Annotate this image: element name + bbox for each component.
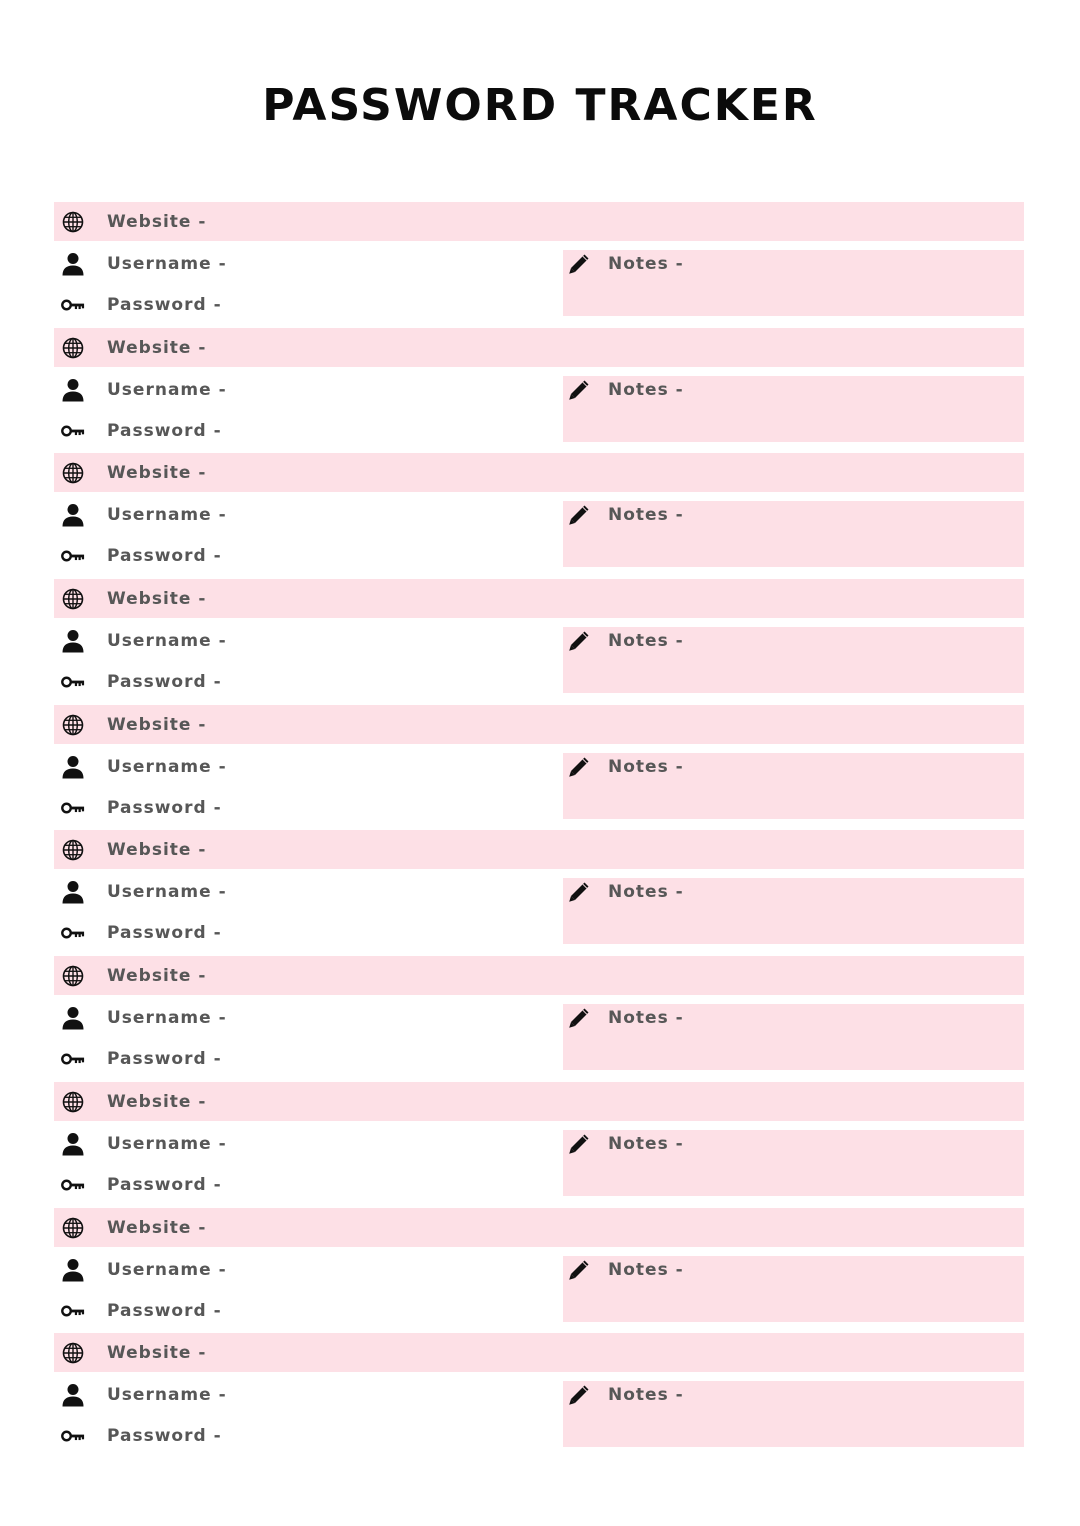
password-label: Password - [107,546,222,567]
password-label: Password - [107,923,222,944]
password-label: Password - [107,1174,222,1195]
password-entry-3 [54,453,1024,579]
page-title: PASSWORD TRACKER [262,80,818,131]
notes-label: Notes - [608,1385,684,1406]
notes-label: Notes - [608,505,684,526]
password-entry-7 [54,956,1024,1082]
notes-label: Notes - [608,1008,684,1029]
password-label: Password - [107,420,222,441]
username-label: Username - [107,1259,227,1280]
website-label: Website - [107,1217,207,1238]
notes-label: Notes - [608,1133,684,1154]
website-label: Website - [107,1091,207,1112]
globe-icon [61,837,85,863]
key-icon [61,292,85,318]
website-label: Website - [107,840,207,861]
username-label: Username - [107,1133,227,1154]
user-icon [61,754,85,780]
password-entry-1 [54,202,1024,328]
website-label: Website - [107,966,207,987]
globe-icon [61,335,85,361]
key-icon [61,1046,85,1072]
key-icon [61,418,85,444]
pencil-icon [567,754,591,780]
entries-list [54,202,1024,1459]
username-label: Username - [107,379,227,400]
username-label: Username - [107,254,227,274]
user-icon [61,1257,85,1283]
key-icon [61,1172,85,1198]
username-label: Username - [107,1385,227,1406]
globe-icon [61,586,85,612]
password-label: Password - [107,797,222,818]
password-label: Password - [107,295,222,315]
website-label: Website - [107,589,207,610]
username-label: Username - [107,882,227,903]
username-label: Username - [107,631,227,652]
password-label: Password - [107,1300,222,1321]
password-entry-8 [54,1082,1024,1208]
notes-label: Notes - [608,1259,684,1280]
user-icon [61,1131,85,1157]
pencil-icon [567,502,591,528]
password-entry-2 [54,328,1024,454]
key-icon [61,1423,85,1449]
password-entry-5 [54,705,1024,831]
globe-icon [61,1340,85,1366]
pencil-icon [567,1257,591,1283]
website-label: Website - [107,337,207,358]
notes-label: Notes - [608,631,684,652]
user-icon [61,628,85,654]
pencil-icon [567,628,591,654]
username-label: Username - [107,756,227,777]
key-icon [61,543,85,569]
username-label: Username - [107,505,227,526]
password-entry-10 [54,1333,1024,1459]
password-entry-4 [54,579,1024,705]
pencil-icon [567,1382,591,1408]
notes-label: Notes - [608,756,684,777]
password-label: Password - [107,672,222,693]
pencil-icon [567,1005,591,1031]
website-label: Website - [107,463,207,484]
user-icon [61,251,85,277]
globe-icon [61,963,85,989]
website-label: Website - [107,212,207,232]
key-icon [61,669,85,695]
globe-icon [61,209,85,235]
globe-icon [61,1215,85,1241]
pencil-icon [567,377,591,403]
user-icon [61,502,85,528]
pencil-icon [567,879,591,905]
globe-icon [61,1089,85,1115]
key-icon [61,795,85,821]
password-entry-6 [54,830,1024,956]
user-icon [61,879,85,905]
password-entry-9 [54,1208,1024,1334]
username-label: Username - [107,1008,227,1029]
user-icon [61,1382,85,1408]
notes-label: Notes - [608,254,684,274]
globe-icon [61,460,85,486]
password-label: Password - [107,1049,222,1070]
website-label: Website - [107,1343,207,1364]
key-icon [61,920,85,946]
user-icon [61,1005,85,1031]
user-icon [61,377,85,403]
key-icon [61,1298,85,1324]
website-label: Website - [107,714,207,735]
globe-icon [61,712,85,738]
password-label: Password - [107,1426,222,1447]
notes-label: Notes - [608,379,684,400]
pencil-icon [567,251,591,277]
notes-label: Notes - [608,882,684,903]
pencil-icon [567,1131,591,1157]
